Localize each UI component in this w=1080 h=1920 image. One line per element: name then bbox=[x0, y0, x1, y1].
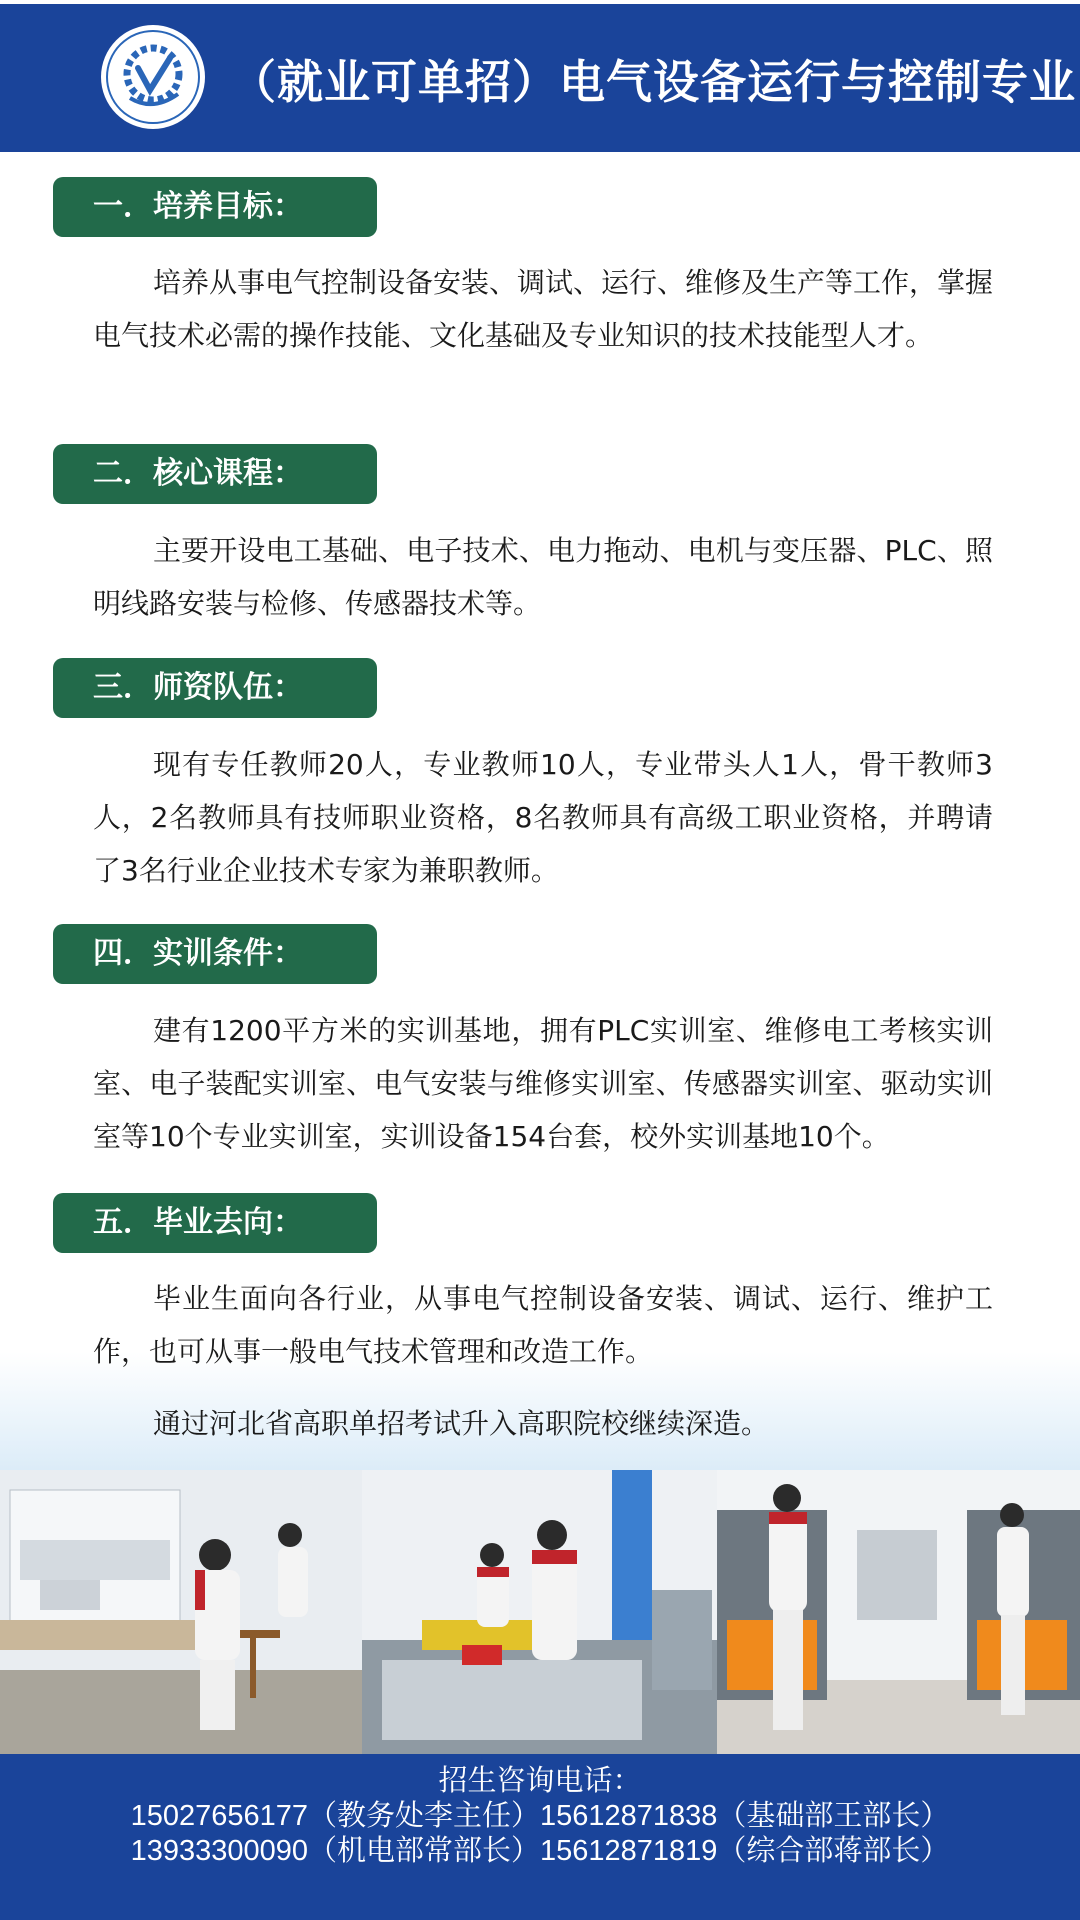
lab-photo-1 bbox=[0, 1470, 362, 1754]
section-heading-goals: 一．培养目标： bbox=[53, 177, 377, 237]
section-body-faculty: 现有专任教师20人，专业教师10人，专业带头人1人，骨干教师3人，2名教师具有技师职业资格，8名教师具有高级工职业资格，并聘请了3名行业企业技术专家为兼职教师。 bbox=[93, 748, 993, 887]
section-heading-career: 五．毕业去向： bbox=[53, 1193, 377, 1253]
contact-line-1: 15027656177（教务处李主任）15612871838（基础部王部长） bbox=[130, 1800, 950, 1832]
content-area bbox=[0, 152, 1080, 1470]
section-heading-training: 四．实训条件： bbox=[53, 924, 377, 984]
section-body-goals: 培养从事电气控制设备安装、调试、运行、维修及生产等工作，掌握电气技术必需的操作技能、文化基础及专业知识的技术技能型人才。 bbox=[93, 266, 994, 352]
section-body-training: 建有1200平方米的实训基地，拥有PLC实训室、维修电工考核实训室、电子装配实训室、电气安装与维修实训室、传感器实训室、驱动实训室等10个专业实训室，实训设备154台套，校外实训基地10个。 bbox=[93, 1014, 993, 1153]
section-heading-faculty: 三．师资队伍： bbox=[53, 658, 377, 718]
school-logo bbox=[100, 24, 206, 130]
lab-photo-2 bbox=[362, 1470, 717, 1754]
section-body-career: 毕业生面向各行业，从事电气控制设备安装、调试、运行、维护工作，也可从事一般电气技术管理和改造工作。 bbox=[93, 1282, 993, 1368]
page-title: （就业可单招）电气设备运行与控制专业 bbox=[230, 55, 1076, 109]
section-body-courses: 主要开设电工基础、电子技术、电力拖动、电机与变压器、PLC、照明线路安装与检修、传感器技术等。 bbox=[93, 534, 993, 620]
training-photos bbox=[0, 1470, 1080, 1754]
contact-line-2: 13933300090（机电部常部长）15612871819（综合部蒋部长） bbox=[130, 1835, 950, 1867]
contact-title: 招生咨询电话： bbox=[438, 1765, 642, 1797]
contact-footer bbox=[0, 1754, 1080, 1920]
section-body-career-further: 通过河北省高职单招考试升入高职院校继续深造。 bbox=[153, 1407, 770, 1440]
section-heading-courses: 二．核心课程： bbox=[53, 444, 377, 504]
lab-photo-3 bbox=[717, 1470, 1080, 1754]
header-banner bbox=[0, 0, 1080, 152]
